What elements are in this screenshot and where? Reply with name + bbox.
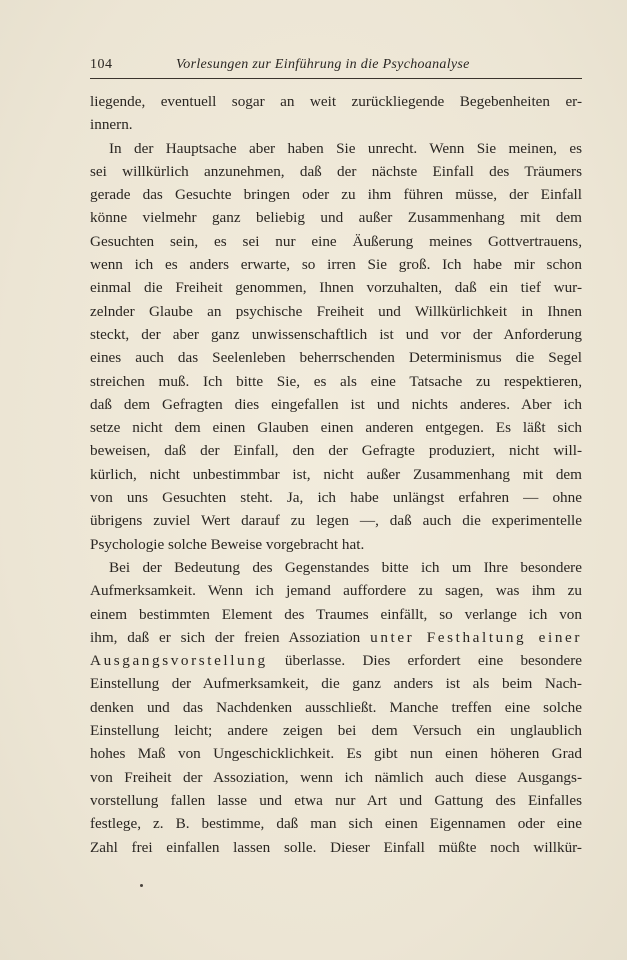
text-segment: überlasse. Dies erfordert eine besondere <box>284 652 583 670</box>
text-line: von uns Gesuchten steht. Ja, ich habe unlängst erfahren — ohne <box>90 489 582 507</box>
paper-speck <box>140 884 143 887</box>
text-line: streichen muß. Ich bitte Sie, es als eine Tatsache zu respektieren, <box>90 372 582 390</box>
text-line-with-spaced-emphasis <box>90 649 582 672</box>
text-line: einmal die Freiheit genommen, Ihnen vorzuhalten, daß ein tief wur- <box>90 279 582 297</box>
text-line: festlege, z. B. bestimme, daß man sich einen Eigennamen oder eine <box>90 815 582 833</box>
text-line: hohes Maß von Ungeschicklichkeit. Es gibt nun einen höheren Grad <box>90 745 582 763</box>
text-line: einem bestimmten Element des Traumes einfällt, so verlange ich von <box>90 605 582 623</box>
text-line-with-spaced-emphasis <box>90 626 582 649</box>
spaced-emphasis: unter Festhaltung einer <box>370 628 583 646</box>
text-line: kürlich, nicht unbestimmbar ist, nicht außer Zusammenhang mit dem <box>90 465 582 483</box>
text-line: setze nicht dem einen Glauben einen anderen entgegen. Es läßt sich <box>90 419 582 437</box>
text-line: innern. <box>90 116 133 134</box>
header-rule <box>90 78 582 79</box>
text-line: vorstellung fallen lasse und etwa nur Art und Gattung des Einfalles <box>90 791 582 809</box>
text-line: Psychologie solche Beweise vorgebracht hat. <box>90 535 365 553</box>
text-line: daß dem Gefragten dies eingefallen ist und nichts anderes. Aber ich <box>90 395 582 413</box>
text-line: steckt, der aber ganz unwissenschaftlich ist und vor der Anforderung <box>90 325 582 343</box>
text-line: liegende, eventuell sogar an weit zurückliegende Begebenheiten er- <box>90 93 582 110</box>
text-line: Einstellung leicht; andere zeigen bei dem Versuch ein unglaublich <box>90 722 582 740</box>
text-line: gerade das Gesuchte bringen oder zu ihm führen müsse, der Einfall <box>90 186 582 204</box>
text-line: könne vielmehr ganz beliebig und außer Zusammenhang mit dem <box>90 209 582 227</box>
paragraph-start-line: Bei der Bedeutung des Gegenstandes bitte ich um Ihre besondere <box>109 558 582 576</box>
text-line: Aufmerksamkeit. Wenn ich jemand auffordere zu sagen, was ihm zu <box>90 582 582 600</box>
text-line: eines auch das Seelenleben beherrschenden Determinismus die Segel <box>90 349 582 367</box>
text-segment: ihm, daß er sich der freien Assoziation <box>90 628 361 646</box>
text-line: denken und das Nachdenken ausschließt. Manche treffen eine solche <box>90 698 582 716</box>
text-line: Einstellung der Aufmerksamkeit, die ganz anders ist als beim Nach- <box>90 675 582 693</box>
text-line: wenn ich es anders erwarte, so irren Sie groß. Ich habe mir schon <box>90 256 582 274</box>
paragraph-start-line: In der Hauptsache aber haben Sie unrecht. Wenn Sie meinen, es <box>109 139 582 157</box>
body-text <box>90 90 582 859</box>
text-line: von Freiheit der Assoziation, wenn ich nämlich auch diese Ausgangs- <box>90 768 582 786</box>
page-number: 104 <box>90 57 113 72</box>
text-line: Zahl frei einfallen lassen solle. Dieser Einfall müßte noch willkür- <box>90 838 582 856</box>
text-line: sei willkürlich anzunehmen, daß der nächste Einfall des Träumers <box>90 162 582 180</box>
spaced-emphasis: Ausgangsvorstellung <box>90 652 268 670</box>
page-header <box>90 53 582 75</box>
text-line: beweisen, daß der Einfall, den der Gefragte produziert, nicht will- <box>90 442 582 460</box>
running-title: Vorlesungen zur Einführung in die Psychoanalyse <box>176 57 470 72</box>
text-line: zelnder Glaube an psychische Freiheit und Willkürlichkeit in Ihnen <box>90 302 582 320</box>
text-line: Gesuchten sein, es sei nur eine Äußerung meines Gottvertrauens, <box>90 232 582 250</box>
text-line: übrigens zuviel Wert darauf zu legen —, daß auch die experimentelle <box>90 512 582 530</box>
